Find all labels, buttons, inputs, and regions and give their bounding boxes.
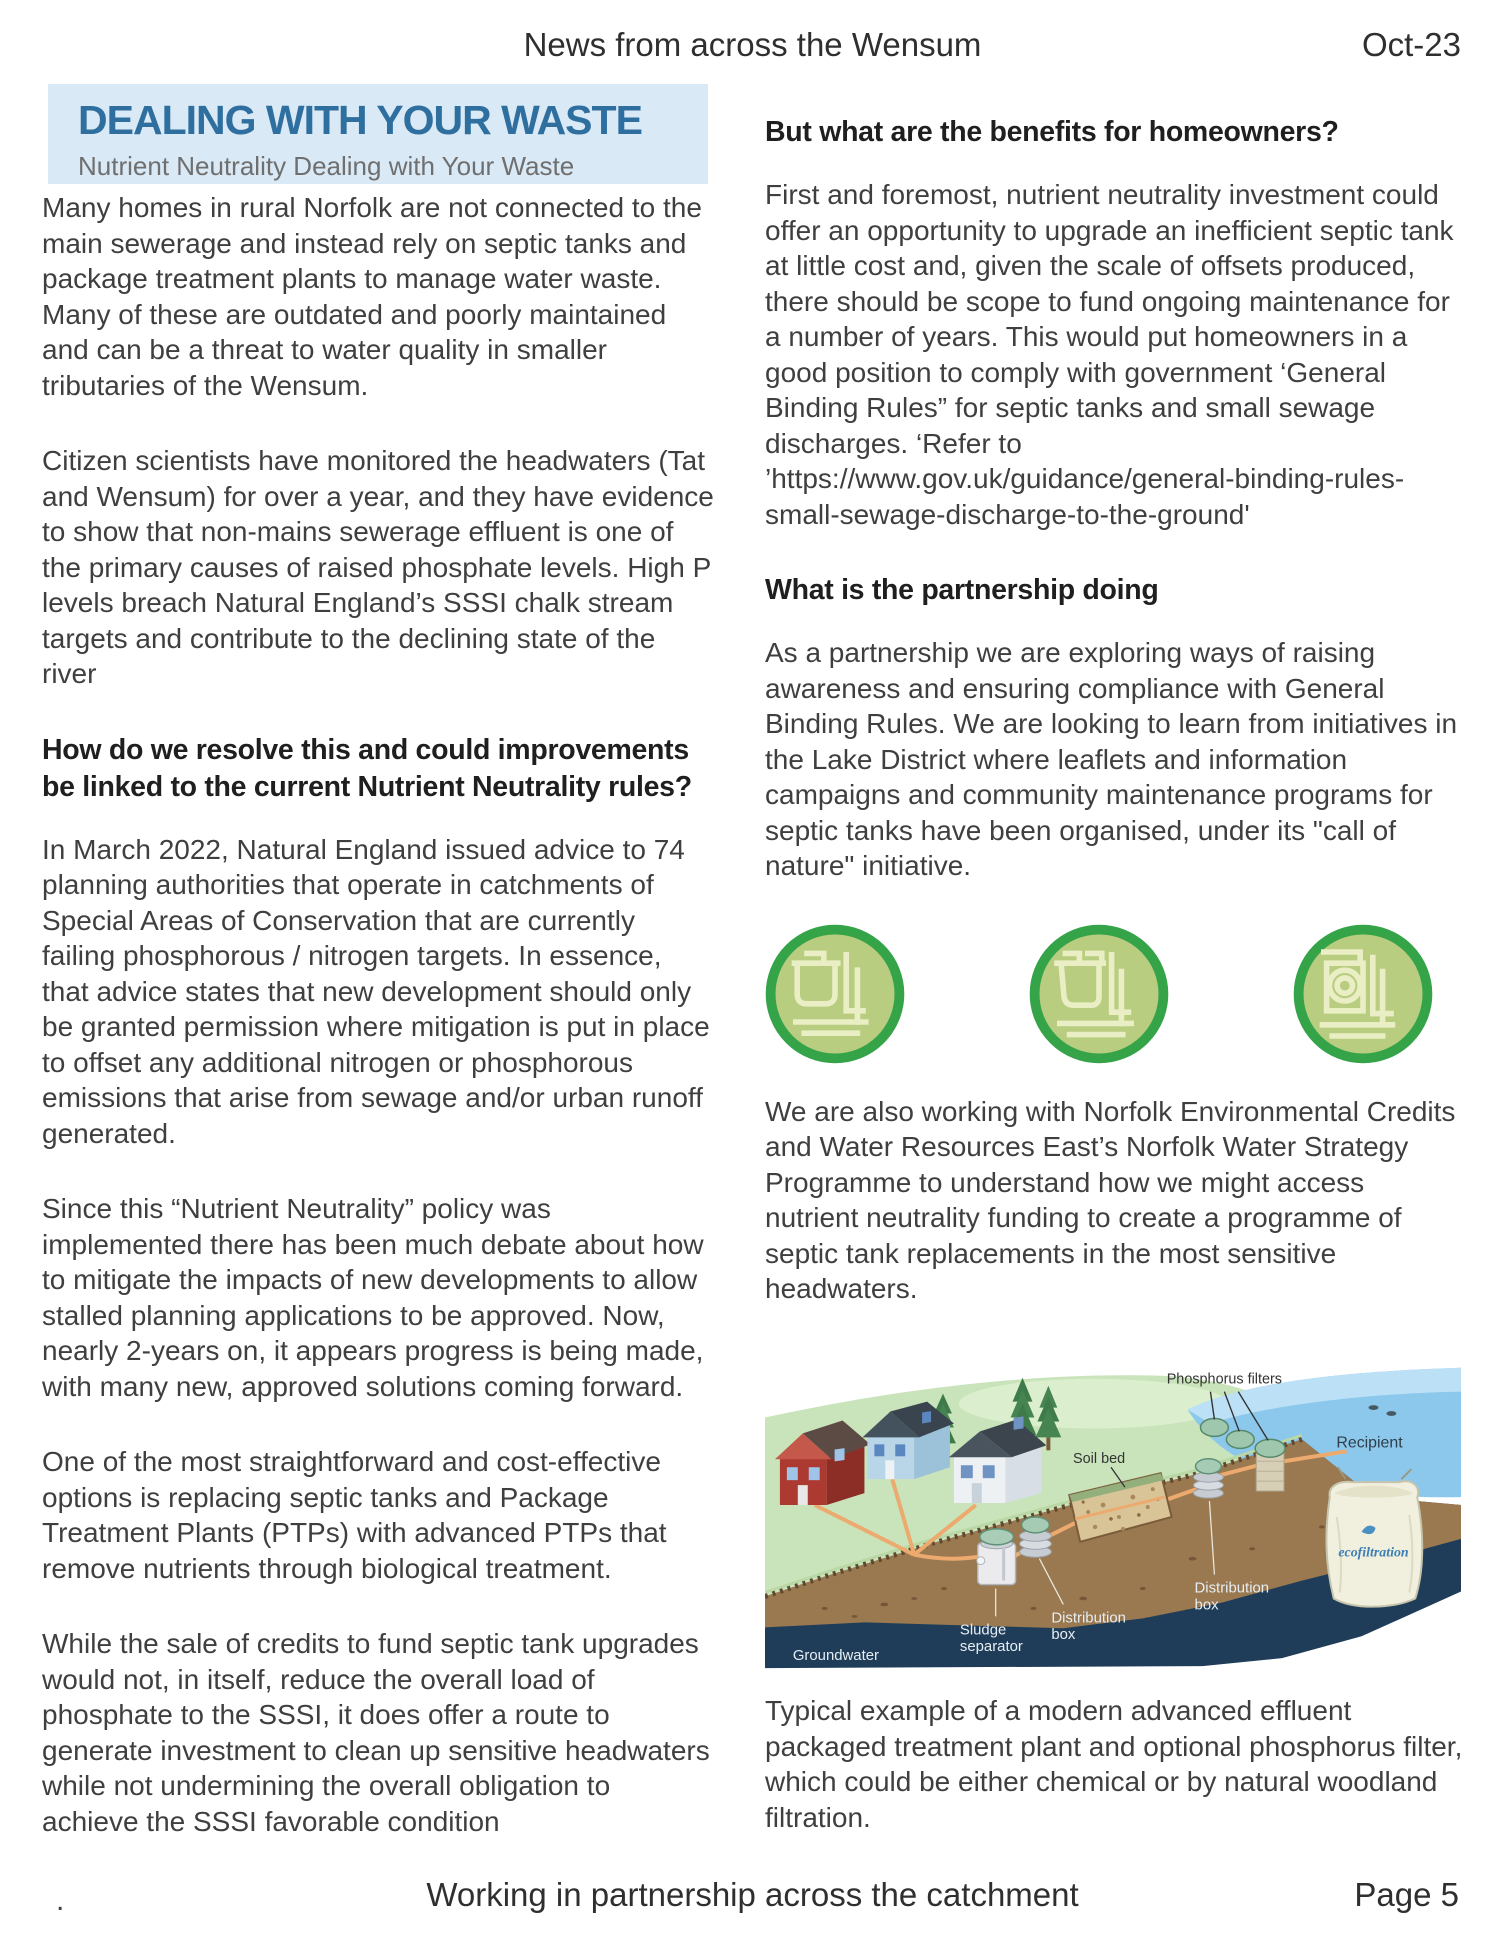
page-header-title: News from across the Wensum [523, 26, 982, 63]
paragraph: First and foremost, nutrient neutrality investment could offer an opportunity to upgrade an inefficient septic tank at little cost and, given the scale of offsets produced, there should be scope to fund ongoing maintenance for a number of years. This would put homeowners in a good position to comply with government ‘General Binding Rules” for septic tanks and small sewage discharges. ‘Refer to ’https://www.gov.uk/guidance/general-binding-rules-small-sewage-discharge-to-the-ground' [765, 179, 1454, 530]
sludge-separator-tank [977, 1528, 1016, 1584]
section-heading: How do we resolve this and could improvements be linked to the current Nutrient Neutrality rules? [42, 733, 692, 803]
article-title: DEALING WITH YOUR WASTE [78, 97, 642, 143]
paragraph: Since this “Nutrient Neutrality” policy was implemented there has been much debate about how to mitigate the impacts of new developments to allow stalled planning applications to be approved. Now, nearly 2-years on, it appears progress is being made, with many new, approved solutions coming forward. [42, 1193, 704, 1402]
distribution-box-right-label: Distribution box [1194, 1580, 1270, 1613]
bag-brand-label: ecofiltration [1338, 1545, 1409, 1561]
recipient-label: Recipient [1336, 1433, 1403, 1451]
paragraph: Many homes in rural Norfolk are not connected to the main sewerage and instead rely on septic tanks and package treatment plants to manage water waste. Many of these are outdated and poorly maintained and can be a threat to water quality in smaller tributaries of the Wensum. [42, 192, 702, 401]
distribution-box-left-label: Distribution box [1051, 1609, 1126, 1643]
septic-system-illustration [765, 1347, 1461, 1669]
washing-machine-icon [1293, 924, 1433, 1064]
distribution-box-left [1020, 1516, 1052, 1556]
sink-septic-icon [765, 924, 905, 1064]
page-header-date: Oct-23 [1361, 26, 1461, 63]
ecofiltration-bag [1326, 1467, 1422, 1606]
groundwater-label: Groundwater [792, 1647, 880, 1664]
article-banner [48, 84, 708, 184]
bath-septic-icon [1029, 924, 1169, 1064]
soil-bed-label: Soil bed [1073, 1450, 1126, 1467]
paragraph: In March 2022, Natural England issued advice to 74 planning authorities that operate in catchments of Special Areas of Conservation that are currently failing phosphorous / nitrogen targets. In essence, that advice states that new development should only be granted permission where mitigation is put in place to offset any additional nitrogen or phosphorous emissions that arise from sewage and/or urban runoff generated. [42, 833, 710, 1149]
paragraph: Citizen scientists have monitored the headwaters (Tat and Wensum) for over a year, and they have evidence to show that non-mains sewerage effluent is one of the primary causes of raised phosphate levels. High P levels breach Natural England’s SSSI chalk stream targets and contribute to the declining state of the river [42, 445, 714, 689]
paragraph: As a partnership we are exploring ways of raising awareness and ensuring compliance with General Binding Rules. We are looking to learn from initiatives in the Lake District where leaflets and information campaigns and community maintenance programs for septic tanks have been organised, under its "call of nature" initiative. [765, 637, 1458, 881]
article-subtitle: Nutrient Neutrality Dealing with Your Waste [78, 151, 575, 181]
distribution-box-right [1194, 1458, 1224, 1497]
sludge-separator-label: Sludge separator [959, 1621, 1023, 1655]
paragraph: While the sale of credits to fund septic tank upgrades would not, in itself, reduce the overall load of phosphate to the SSSI, it does offer a route to generate investment to clean up sensitive headwaters while not undermining the overall obligation to achieve the SSSI favorable condition [42, 1628, 710, 1837]
right-column [765, 114, 1463, 1875]
figure-caption: Typical example of a modern advanced effluent packaged treatment plant and optional phosphorus filter, which could be either chemical or by natural woodland filtration. [765, 1695, 1463, 1833]
paragraph: We are also working with Norfolk Environmental Credits and Water Resources East’s Norfolk Water Strategy Programme to understand how we might access nutrient neutrality funding to create a programme of septic tank replacements in the most sensitive headwaters. [765, 1095, 1456, 1304]
section-heading: What is the partnership doing [765, 574, 1159, 606]
eco-icon-row [765, 924, 1433, 1064]
section-heading: But what are the benefits for homeowners? [765, 116, 1339, 148]
paragraph: One of the most straightforward and cost-effective options is replacing septic tanks and Package Treatment Plants (PTPs) with advanced PTPs that remove nutrients through biological treatment. [42, 1446, 667, 1584]
left-column [42, 190, 714, 1879]
footer-text: Working in partnership across the catchment [426, 1876, 1079, 1913]
page-number: Page 5 [1354, 1876, 1459, 1913]
phosphorus-filters-label: Phosphorus filters [1166, 1371, 1283, 1388]
stray-period: . [56, 1884, 65, 1917]
